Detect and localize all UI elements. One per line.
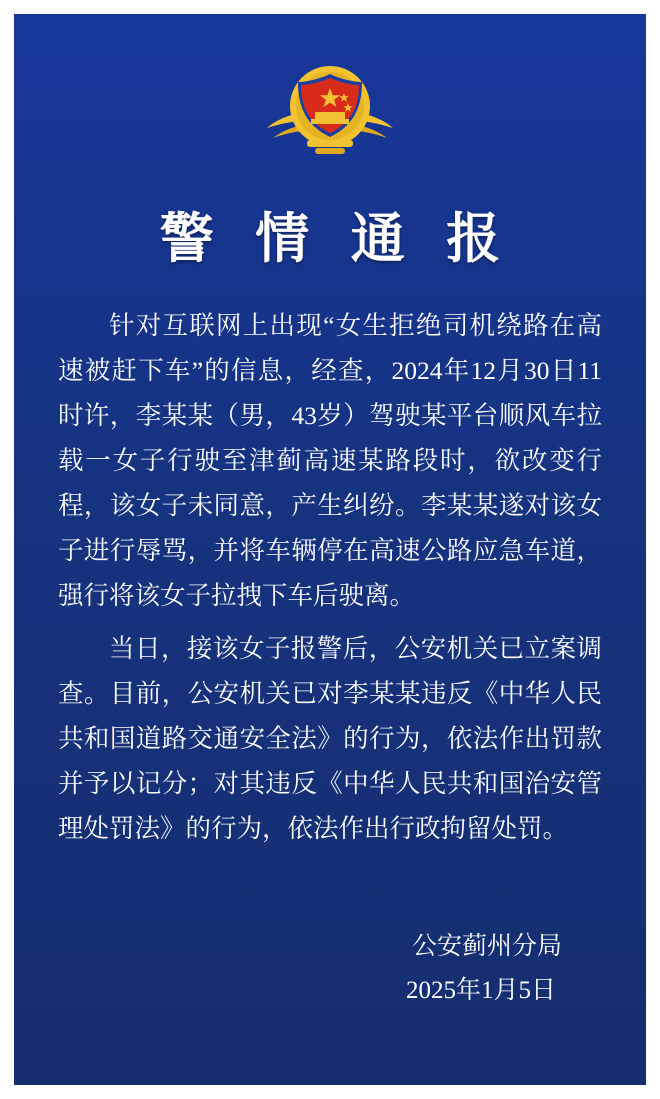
emblem-container <box>14 14 646 170</box>
china-police-emblem-icon <box>263 62 397 170</box>
police-notice-card <box>14 14 646 1085</box>
notice-paragraph-1: 针对互联网上出现“女生拒绝司机绕路在高速被赶下车”的信息，经查，2024年12月30日11时许，李某某（男，43岁）驾驶某平台顺风车拉载一女子行驶至津蓟高速某路段时，欲改变行程，该女子未同意，产生纠纷。李某某遂对该女子进行辱骂，并将车辆停在高速公路应急车道，强行将该女子拉拽下车后驶离。 <box>58 311 602 610</box>
notice-signature <box>14 925 562 1013</box>
notice-title: 警 情 通 报 <box>159 209 515 269</box>
signature-issuer: 公安蓟州分局 <box>411 933 562 960</box>
signature-date: 2025年1月5日 <box>405 977 556 1004</box>
notice-body <box>58 303 602 851</box>
notice-paragraph-2: 当日，接该女子报警后，公安机关已立案调查。目前，公安机关已对李某某违反《中华人民共和国道路交通安全法》的行为，依法作出罚款并予以记分；对其违反《中华人民共和国治安管理处罚法》的行为，依法作出行政拘留处罚。 <box>58 634 602 843</box>
